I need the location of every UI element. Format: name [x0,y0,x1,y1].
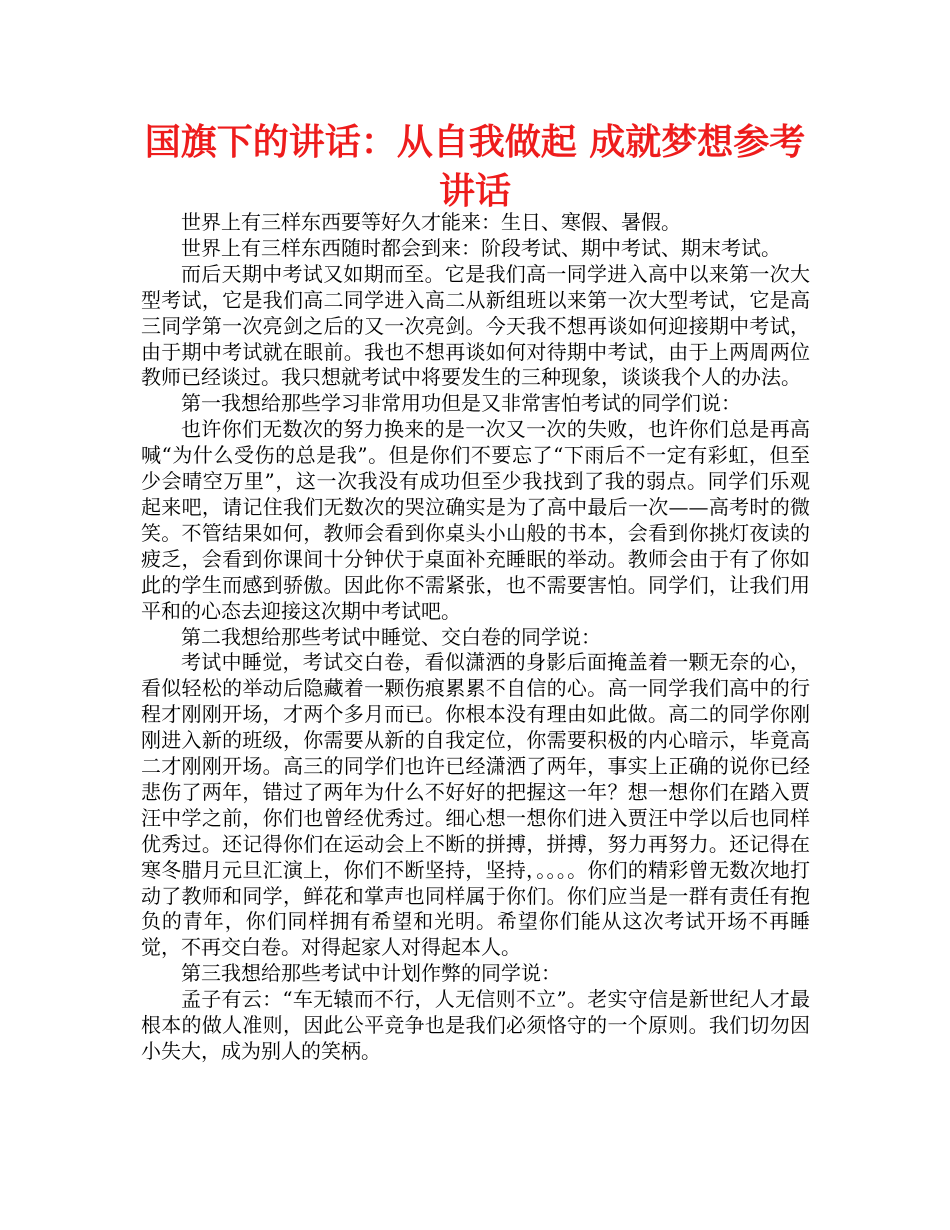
paragraph: 孟子有云：“车无辕而不行，人无信则不立”。老实守信是新世纪人才最根本的做人准则，因此公平竞争也是我们必须恪守的一个原则。我们切勿因小失大，成为别人的笑柄。 [141,987,810,1063]
paragraph: 世界上有三样东西要等好久才能来：生日、寒假、暑假。 [181,210,681,234]
paragraph: 世界上有三样东西随时都会到来：阶段考试、期中考试、期末考试。 [181,235,781,260]
paragraph: 而后天期中考试又如期而至。它是我们高一同学进入高中以来第一次大型考试，它是我们高二同学进入高二从新组班以来第一次大型考试，它是高三同学第一次亮剑之后的又一次亮剑。今天我不想再谈如何迎接期中考试，由于期中考试就在眼前。我也不想再谈如何对待期中考试，由于上两周两位教师已经谈过。我只想就考试中将要发生的三种现象，谈谈我个人的办法。 [141,261,810,390]
paragraph: 也许你们无数次的努力换来的是一次又一次的失败，也许你们总是再高喊“为什么受伤的总是我”。但是你们不要忘了“下雨后不一定有彩虹，但至少会晴空万里”，这一次我没有成功但至少我找到了我的弱点。同学们乐观起来吧，请记住我们无数次的哭泣确实是为了高中最后一次——高考时的微笑。不管结果如何，教师会看到你桌头小山般的书本，会看到你挑灯夜读的疲乏，会看到你课间十分钟伏于桌面补充睡眠的举动。教师会由于有了你如此的学生而感到骄傲。因此你不需紧张，也不需要害怕。同学们，让我们用平和的心态去迎接这次期中考试吧。 [141,417,810,623]
document-body [141,210,810,1065]
paragraph: 第一我想给那些学习非常用功但是又非常害怕考试的同学们说： [181,391,741,416]
paragraph: 第三我想给那些考试中计划作弊的同学说： [181,961,561,986]
paragraph: 考试中睡觉，考试交白卷，看似潇洒的身影后面掩盖着一颗无奈的心，看似轻松的举动后隐藏着一颗伤痕累累不自信的心。高一同学我们高中的行程才刚刚开场，才两个多月而已。你根本没有理由如此做。高二的同学你刚刚进入新的班级，你需要从新的自我定位，你需要积极的内心暗示，毕竟高二才刚刚开场。高三的同学们也许已经潇洒了两年，事实上正确的说你已经悲伤了两年，错过了两年为什么不好好的把握这一年？想一想你们在踏入贾汪中学之前，你们也曾经优秀过。细心想一想你们进入贾汪中学以后也同样优秀过。还记得你们在运动会上不断的拼搏，拼搏，努力再努力。还记得在寒冬腊月元旦汇演上，你们不断坚持，坚持，。。。。你们的精彩曾无数次地打动了教师和同学，鲜花和掌声也同样属于你们。你们应当是一群有责任有抱负的青年，你们同样拥有希望和光明。希望你们能从这次考试开场不再睡觉，不再交白卷。对得起家人对得起本人。 [141,650,810,960]
paragraph: 第二我想给那些考试中睡觉、交白卷的同学说： [181,624,601,649]
document-title: 国旗下的讲话：从自我做起 成就梦想参考讲话 [144,122,806,212]
